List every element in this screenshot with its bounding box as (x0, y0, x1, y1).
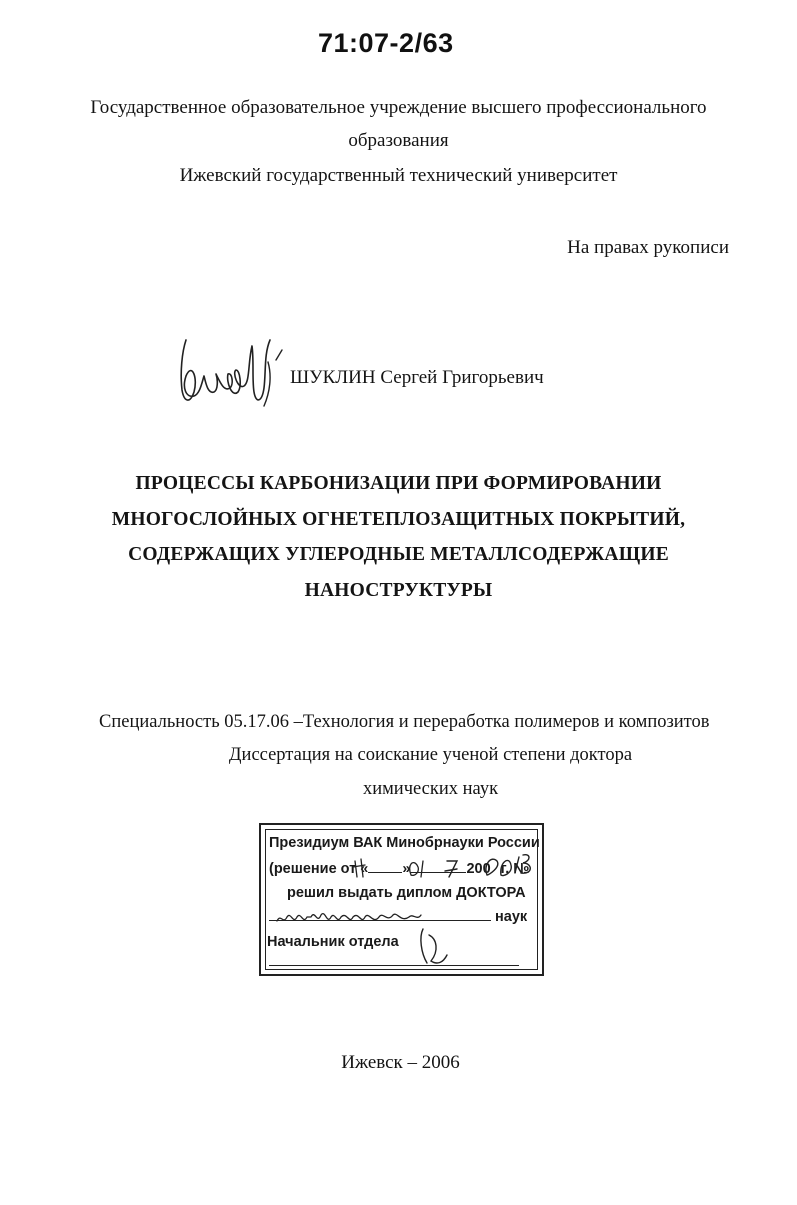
dissertation-title (0, 466, 797, 608)
stamp-decision-mid: » (402, 861, 411, 877)
stamp-decision-suffix: г. № (500, 861, 530, 877)
university-name: Ижевский государственный технический университет (179, 165, 618, 186)
stamp-decision-prefix: (решение от « (269, 861, 369, 877)
title-line-1: ПРОЦЕССЫ КАРБОНИЗАЦИИ ПРИ ФОРМИРОВАНИИ (135, 473, 662, 494)
title-line-4: НАНОСТРУКТУРЫ (304, 579, 493, 601)
dissertation-degree-line-2: химических наук (362, 779, 499, 799)
stamp-line-1: Президиум ВАК Минобрнауки России (269, 835, 540, 851)
specialty: Специальность 05.17.06 –Технология и переработка полимеров и композитов (99, 712, 710, 732)
title-line-3: СОДЕРЖАЩИХ УГЛЕРОДНЫЕ МЕТАЛЛСОДЕРЖАЩИЕ (128, 544, 669, 565)
dissertation-degree-line-1: Диссертация на соискание ученой степени доктора (228, 745, 633, 765)
stamp-head-label: Начальник отдела (267, 934, 399, 950)
author-name: ШУКЛИН Сергей Григорьевич (290, 367, 544, 388)
vak-stamp (259, 823, 544, 976)
catalog-number: 71:07-2/63 (318, 28, 454, 58)
institution-line-2: образования (348, 130, 449, 151)
city-year: Ижевск – 2006 (341, 1052, 460, 1073)
stamp-decision-year: 200 (466, 861, 491, 877)
institution-line-1: Государственное образовательное учреждение высшего профессионального (90, 97, 707, 118)
manuscript-rights: На правах рукописи (567, 237, 729, 258)
title-line-2: МНОГОСЛОЙНЫХ ОГНЕТЕПЛОЗАЩИТНЫХ ПОКРЫТИЙ, (111, 508, 686, 530)
author-signature (168, 332, 286, 422)
stamp-line-3: решил выдать диплом ДОКТОРА (287, 885, 526, 901)
stamp-science-suffix: наук (495, 909, 528, 925)
stamp-handwriting (261, 825, 546, 978)
